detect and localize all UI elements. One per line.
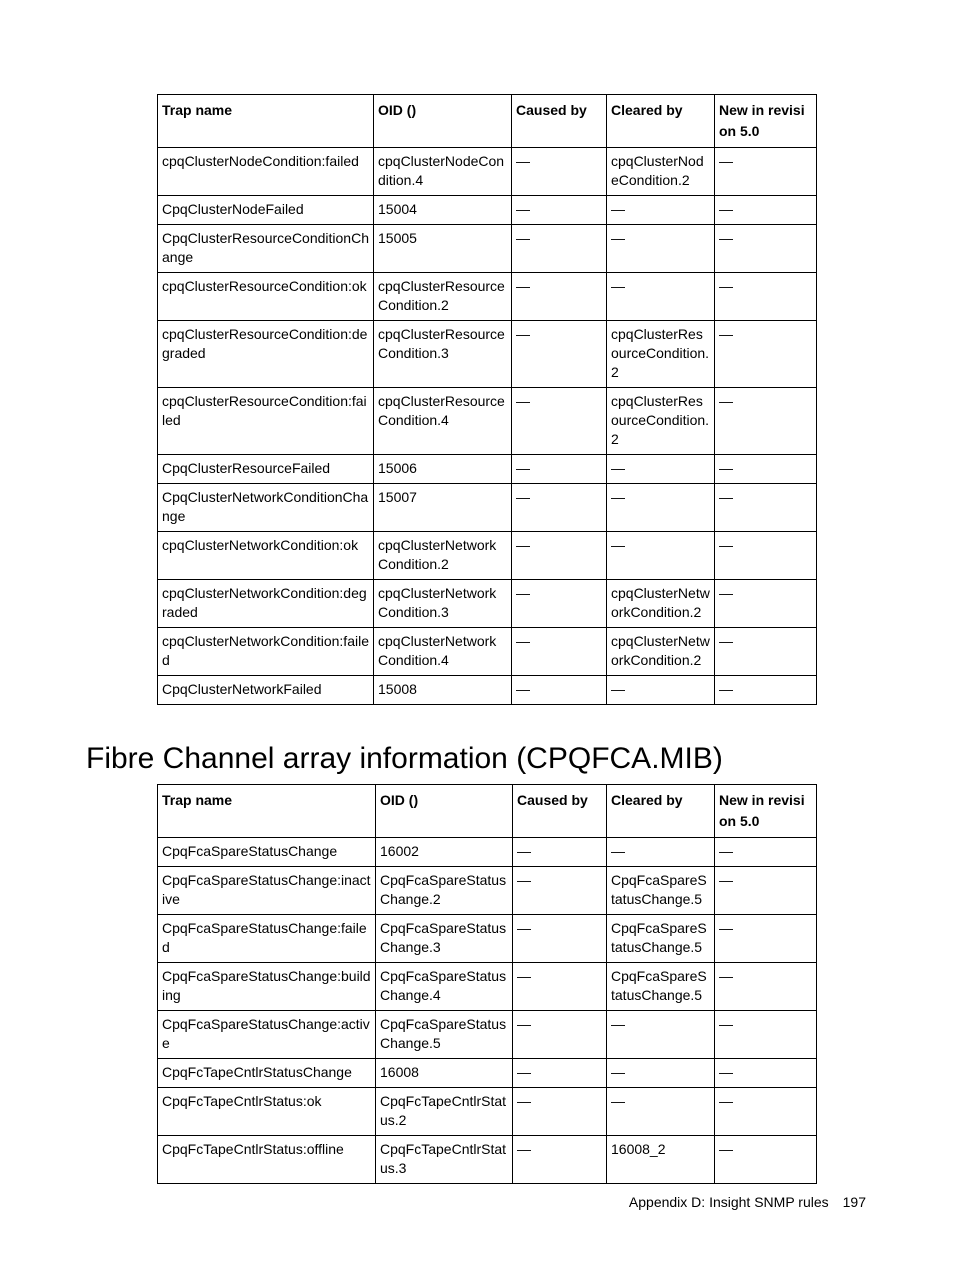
new-in-revision-cell: — [715, 321, 817, 388]
caused-by-cell: — [513, 838, 607, 867]
caused-by-cell: — [513, 963, 607, 1011]
table-row [158, 963, 817, 1011]
table-row [158, 225, 817, 273]
caused-by-cell: — [513, 867, 607, 915]
caused-by-cell: — [512, 580, 607, 628]
table-row [158, 628, 817, 676]
table-row [158, 388, 817, 455]
cleared-by-cell: cpqClusterNodeCondition.2 [607, 148, 715, 196]
new-in-revision-cell: — [715, 1088, 817, 1136]
oid-cell: 15006 [374, 455, 512, 484]
cleared-by-cell: — [607, 1011, 715, 1059]
oid-cell: 15005 [374, 225, 512, 273]
trap-name-cell: CpqFcaSpareStatusChange [158, 838, 376, 867]
new-in-revision-cell: — [715, 915, 817, 963]
new-in-revision-cell: — [715, 484, 817, 532]
oid-cell: 16008 [376, 1059, 513, 1088]
caused-by-cell: — [512, 388, 607, 455]
table-body [158, 838, 817, 1184]
column-header-cleared-by: Cleared by [607, 785, 715, 838]
cleared-by-cell: CpqFcaSpareStatusChange.5 [607, 963, 715, 1011]
oid-cell: cpqClusterNetwork Condition.4 [374, 628, 512, 676]
cleared-by-cell: CpqFcaSpareStatusChange.5 [607, 915, 715, 963]
caused-by-cell: — [513, 1088, 607, 1136]
table-row [158, 580, 817, 628]
new-in-revision-cell: — [715, 1011, 817, 1059]
table-row [158, 1011, 817, 1059]
cleared-by-cell: — [607, 484, 715, 532]
caused-by-cell: — [512, 196, 607, 225]
caused-by-cell: — [512, 321, 607, 388]
column-header-cleared-by: Cleared by [607, 95, 715, 148]
caused-by-cell: — [513, 1059, 607, 1088]
trap-name-cell: CpqClusterResourceConditionChange [158, 225, 374, 273]
new-in-revision-cell: — [715, 388, 817, 455]
cleared-by-cell: — [607, 1059, 715, 1088]
trap-name-cell: cpqClusterResourceCondition:degraded [158, 321, 374, 388]
table-row [158, 1059, 817, 1088]
cleared-by-cell: cpqClusterNetworkCondition.2 [607, 628, 715, 676]
cleared-by-cell: — [607, 196, 715, 225]
trap-name-cell: CpqFcaSpareStatusChange:inactive [158, 867, 376, 915]
trap-name-cell: CpqFcaSpareStatusChange:building [158, 963, 376, 1011]
column-header-new-in-revision: New in revision 5.0 [715, 95, 817, 148]
trap-name-cell: cpqClusterResourceCondition:failed [158, 388, 374, 455]
new-in-revision-cell: — [715, 838, 817, 867]
cleared-by-cell: — [607, 838, 715, 867]
trap-name-cell: cpqClusterNetworkCondition:degraded [158, 580, 374, 628]
table-row [158, 838, 817, 867]
cleared-by-cell: — [607, 273, 715, 321]
oid-cell: 15004 [374, 196, 512, 225]
trap-name-cell: cpqClusterNetworkCondition:ok [158, 532, 374, 580]
cleared-by-cell: — [607, 1088, 715, 1136]
trap-name-cell: CpqFcaSpareStatusChange:active [158, 1011, 376, 1059]
column-header-caused-by: Caused by [513, 785, 607, 838]
trap-name-cell: CpqFcTapeCntlrStatusChange [158, 1059, 376, 1088]
caused-by-cell: — [512, 455, 607, 484]
footer-text: Appendix D: Insight SNMP rules [628, 1194, 829, 1210]
caused-by-cell: — [512, 676, 607, 705]
oid-cell: 16002 [376, 838, 513, 867]
table-row [158, 676, 817, 705]
table-row [158, 1136, 817, 1184]
trap-name-cell: CpqClusterNodeFailed [158, 196, 374, 225]
trap-name-cell: CpqClusterNetworkConditionChange [158, 484, 374, 532]
new-in-revision-cell: — [715, 867, 817, 915]
caused-by-cell: — [513, 1136, 607, 1184]
caused-by-cell: — [512, 273, 607, 321]
table-row [158, 321, 817, 388]
table-row [158, 484, 817, 532]
new-in-revision-cell: — [715, 628, 817, 676]
column-header-new-in-revision: New in revision 5.0 [715, 785, 817, 838]
oid-cell: cpqClusterResource Condition.3 [374, 321, 512, 388]
oid-cell: CpqFcaSpareStatus Change.4 [376, 963, 513, 1011]
table-header-row [158, 785, 817, 838]
oid-cell: 15007 [374, 484, 512, 532]
caused-by-cell: — [513, 1011, 607, 1059]
cleared-by-cell: cpqClusterResourceCondition.2 [607, 388, 715, 455]
table-row [158, 915, 817, 963]
oid-cell: CpqFcaSpareStatus Change.2 [376, 867, 513, 915]
column-header-caused-by: Caused by [512, 95, 607, 148]
table-row [158, 1088, 817, 1136]
oid-cell: cpqClusterNetwork Condition.2 [374, 532, 512, 580]
oid-cell: 15008 [374, 676, 512, 705]
oid-cell: cpqClusterResource Condition.2 [374, 273, 512, 321]
oid-cell: cpqClusterNetwork Condition.3 [374, 580, 512, 628]
section-heading: Fibre Channel array information (CPQFCA.MIB) [86, 742, 723, 775]
oid-cell: cpqClusterNodeCondition.4 [374, 148, 512, 196]
new-in-revision-cell: — [715, 196, 817, 225]
new-in-revision-cell: — [715, 455, 817, 484]
table-row [158, 148, 817, 196]
caused-by-cell: — [512, 148, 607, 196]
table-row [158, 532, 817, 580]
table-row [158, 273, 817, 321]
cleared-by-cell: — [607, 225, 715, 273]
cleared-by-cell: 16008_2 [607, 1136, 715, 1184]
new-in-revision-cell: — [715, 225, 817, 273]
fca-trap-table [157, 784, 817, 1184]
table-row [158, 867, 817, 915]
caused-by-cell: — [512, 532, 607, 580]
table-row [158, 455, 817, 484]
cleared-by-cell: CpqFcaSpareStatusChange.5 [607, 867, 715, 915]
table-body [158, 148, 817, 705]
oid-cell: cpqClusterResource Condition.4 [374, 388, 512, 455]
caused-by-cell: — [512, 484, 607, 532]
new-in-revision-cell: — [715, 1136, 817, 1184]
cleared-by-cell: — [607, 455, 715, 484]
cleared-by-cell: — [607, 532, 715, 580]
cleared-by-cell: cpqClusterResourceCondition.2 [607, 321, 715, 388]
column-header-oid: OID () [376, 785, 513, 838]
trap-name-cell: cpqClusterNodeCondition:failed [158, 148, 374, 196]
oid-cell: CpqFcTapeCntlrStatus.2 [376, 1088, 513, 1136]
oid-cell: CpqFcaSpareStatus Change.5 [376, 1011, 513, 1059]
column-header-trap-name: Trap name [158, 95, 374, 148]
new-in-revision-cell: — [715, 532, 817, 580]
trap-name-cell: CpqClusterResourceFailed [158, 455, 374, 484]
page-number: 197 [842, 1194, 866, 1210]
new-in-revision-cell: — [715, 580, 817, 628]
cleared-by-cell: — [607, 676, 715, 705]
trap-name-cell: cpqClusterResourceCondition:ok [158, 273, 374, 321]
column-header-trap-name: Trap name [158, 785, 376, 838]
new-in-revision-cell: — [715, 148, 817, 196]
trap-name-cell: CpqFcTapeCntlrStatus:offline [158, 1136, 376, 1184]
cleared-by-cell: cpqClusterNetworkCondition.2 [607, 580, 715, 628]
trap-name-cell: cpqClusterNetworkCondition:failed [158, 628, 374, 676]
new-in-revision-cell: — [715, 1059, 817, 1088]
trap-name-cell: CpqClusterNetworkFailed [158, 676, 374, 705]
trap-name-cell: CpqFcTapeCntlrStatus:ok [158, 1088, 376, 1136]
cluster-trap-table [157, 94, 817, 705]
oid-cell: CpqFcaSpareStatus Change.3 [376, 915, 513, 963]
page-footer [629, 1194, 866, 1210]
trap-name-cell: CpqFcaSpareStatusChange:failed [158, 915, 376, 963]
caused-by-cell: — [512, 225, 607, 273]
caused-by-cell: — [512, 628, 607, 676]
table-header-row [158, 95, 817, 148]
new-in-revision-cell: — [715, 963, 817, 1011]
new-in-revision-cell: — [715, 676, 817, 705]
oid-cell: CpqFcTapeCntlrStatus.3 [376, 1136, 513, 1184]
table-row [158, 196, 817, 225]
column-header-oid: OID () [374, 95, 512, 148]
new-in-revision-cell: — [715, 273, 817, 321]
caused-by-cell: — [513, 915, 607, 963]
